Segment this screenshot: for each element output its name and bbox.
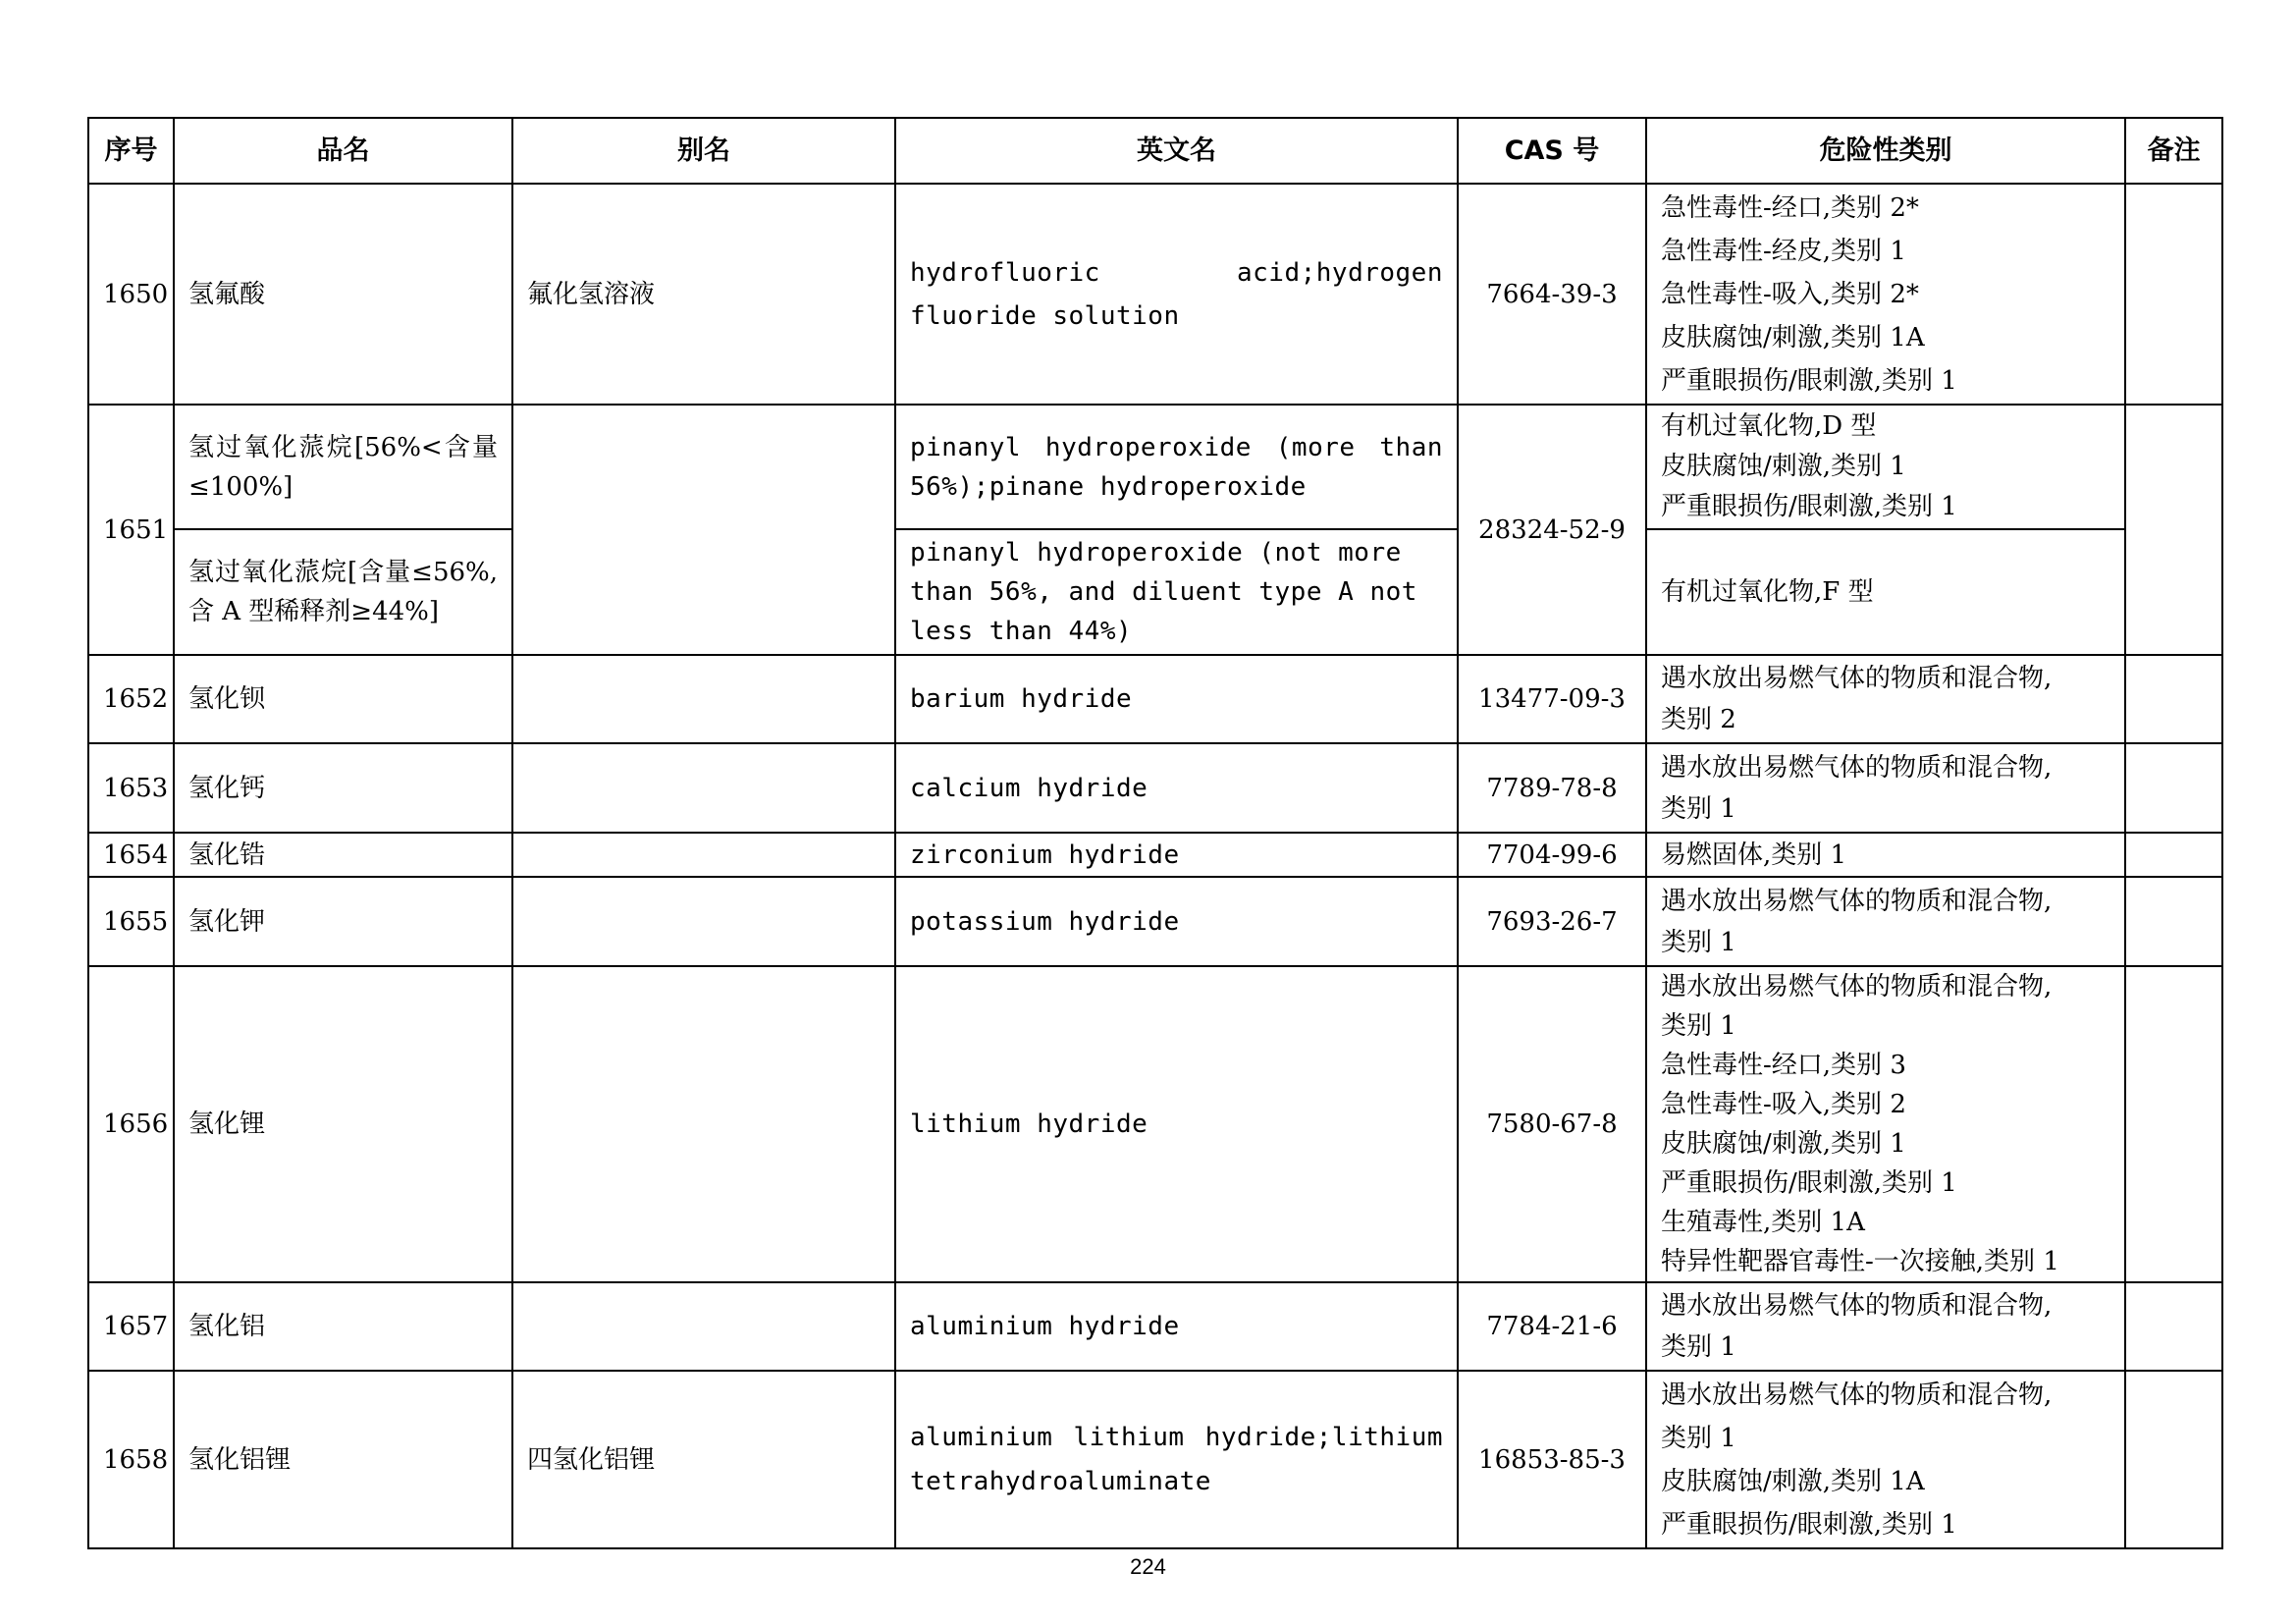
row-cas: 7664-39-3 bbox=[1458, 184, 1646, 405]
row-cas: 7789-78-8 bbox=[1458, 743, 1646, 833]
row-remark bbox=[2125, 405, 2222, 655]
row-hazards bbox=[1646, 966, 2125, 1282]
table-row bbox=[88, 966, 2222, 1282]
header-row bbox=[88, 118, 2222, 184]
hazard-item: 皮肤腐蚀/刺激,类别 1A bbox=[1661, 322, 1925, 352]
hazard-item: 生殖毒性,类别 1A bbox=[1661, 1208, 1865, 1237]
row-remark bbox=[2125, 1371, 2222, 1548]
row-no: 1657 bbox=[88, 1282, 174, 1371]
header-english-name: 英文名 bbox=[895, 118, 1458, 184]
row-no: 1655 bbox=[88, 877, 174, 966]
row-name: 氢过氧化蒎烷[56%<含量≤100%] bbox=[174, 405, 512, 529]
row-no: 1653 bbox=[88, 743, 174, 833]
row-alias bbox=[512, 833, 895, 877]
row-hazards bbox=[1646, 743, 2125, 833]
hazard-item: 遇水放出易燃气体的物质和混合物, bbox=[1661, 664, 2053, 693]
hazard-item: 急性毒性-经皮,类别 1 bbox=[1661, 236, 1906, 266]
row-cas: 7693-26-7 bbox=[1458, 877, 1646, 966]
hazard-item: 有机过氧化物,D 型 bbox=[1661, 411, 1877, 441]
row-english-name: zirconium hydride bbox=[895, 833, 1458, 877]
row-alias bbox=[512, 1282, 895, 1371]
row-no: 1650 bbox=[88, 184, 174, 405]
hazard-item: 类别 1 bbox=[1661, 927, 1736, 957]
row-english-name: lithium hydride bbox=[895, 966, 1458, 1282]
hazard-item: 严重眼损伤/眼刺激,类别 1 bbox=[1661, 1168, 1957, 1198]
row-cas: 16853-85-3 bbox=[1458, 1371, 1646, 1548]
row-name: 氢氟酸 bbox=[174, 184, 512, 405]
table-row bbox=[88, 833, 2222, 877]
hazard-item: 急性毒性-经口,类别 2* bbox=[1661, 192, 1919, 223]
hazard-item: 类别 1 bbox=[1661, 1423, 1736, 1453]
row-cas: 7784-21-6 bbox=[1458, 1282, 1646, 1371]
hazard-item: 遇水放出易燃气体的物质和混合物, bbox=[1661, 972, 2053, 1001]
row-cas: 28324-52-9 bbox=[1458, 405, 1646, 655]
row-hazards bbox=[1646, 1371, 2125, 1548]
hazard-item: 急性毒性-吸入,类别 2* bbox=[1661, 279, 1919, 309]
table-row bbox=[88, 743, 2222, 833]
row-remark bbox=[2125, 1282, 2222, 1371]
row-alias: 四氢化铝锂 bbox=[512, 1371, 895, 1548]
chemical-table bbox=[87, 117, 2223, 1549]
hazard-item: 类别 1 bbox=[1661, 1011, 1736, 1041]
row-remark bbox=[2125, 966, 2222, 1282]
row-hazards bbox=[1646, 184, 2125, 405]
header-name: 品名 bbox=[174, 118, 512, 184]
header-no: 序号 bbox=[88, 118, 174, 184]
row-name: 氢化钙 bbox=[174, 743, 512, 833]
row-english-name: barium hydride bbox=[895, 655, 1458, 743]
row-hazards bbox=[1646, 833, 2125, 877]
hazard-item: 严重眼损伤/眼刺激,类别 1 bbox=[1661, 1509, 1957, 1540]
row-english-name: aluminium hydride bbox=[895, 1282, 1458, 1371]
hazard-item: 遇水放出易燃气体的物质和混合物, bbox=[1661, 886, 2053, 916]
row-no: 1656 bbox=[88, 966, 174, 1282]
table-row bbox=[88, 655, 2222, 743]
page-number: 224 bbox=[1130, 1554, 1166, 1579]
row-remark bbox=[2125, 743, 2222, 833]
row-hazards bbox=[1646, 877, 2125, 966]
row-alias bbox=[512, 655, 895, 743]
hazard-item: 遇水放出易燃气体的物质和混合物, bbox=[1661, 1291, 2053, 1321]
row-hazards bbox=[1646, 655, 2125, 743]
row-name: 氢过氧化蒎烷[含量≤56%,含 A 型稀释剂≥44%] bbox=[174, 529, 512, 655]
row-alias bbox=[512, 405, 895, 655]
hazard-item: 类别 2 bbox=[1661, 705, 1736, 734]
hazard-item: 严重眼损伤/眼刺激,类别 1 bbox=[1661, 492, 1957, 521]
row-alias bbox=[512, 877, 895, 966]
table-row bbox=[88, 1371, 2222, 1548]
hazard-item: 遇水放出易燃气体的物质和混合物, bbox=[1661, 1380, 2053, 1410]
row-no: 1654 bbox=[88, 833, 174, 877]
header-alias: 别名 bbox=[512, 118, 895, 184]
header-remark: 备注 bbox=[2125, 118, 2222, 184]
table-row bbox=[88, 529, 2222, 655]
hazard-item: 急性毒性-吸入,类别 2 bbox=[1661, 1090, 1906, 1119]
row-hazards bbox=[1646, 529, 2125, 655]
table-row bbox=[88, 184, 2222, 405]
header-hazard-class: 危险性类别 bbox=[1646, 118, 2125, 184]
table-row bbox=[88, 405, 2222, 529]
row-alias bbox=[512, 743, 895, 833]
row-name: 氢化锆 bbox=[174, 833, 512, 877]
table-row bbox=[88, 1282, 2222, 1371]
header-cas: CAS 号 bbox=[1458, 118, 1646, 184]
row-hazards bbox=[1646, 1282, 2125, 1371]
row-english-name: hydrofluoric acid;hydrogen fluoride solution bbox=[895, 184, 1458, 405]
row-alias bbox=[512, 966, 895, 1282]
hazard-item: 皮肤腐蚀/刺激,类别 1A bbox=[1661, 1466, 1925, 1496]
row-name: 氢化铝锂 bbox=[174, 1371, 512, 1548]
row-remark bbox=[2125, 655, 2222, 743]
table-row bbox=[88, 877, 2222, 966]
row-cas: 7580-67-8 bbox=[1458, 966, 1646, 1282]
row-name: 氢化钡 bbox=[174, 655, 512, 743]
hazard-item: 皮肤腐蚀/刺激,类别 1 bbox=[1661, 452, 1906, 481]
hazard-item: 易燃固体,类别 1 bbox=[1661, 839, 1847, 870]
hazard-item: 有机过氧化物,F 型 bbox=[1661, 577, 1874, 607]
hazard-item: 特异性靶器官毒性-一次接触,类别 1 bbox=[1661, 1247, 2059, 1276]
row-name: 氢化锂 bbox=[174, 966, 512, 1282]
row-cas: 13477-09-3 bbox=[1458, 655, 1646, 743]
hazard-item: 类别 1 bbox=[1661, 793, 1736, 824]
row-name: 氢化钾 bbox=[174, 877, 512, 966]
row-remark bbox=[2125, 184, 2222, 405]
hazard-item: 急性毒性-经口,类别 3 bbox=[1661, 1051, 1906, 1080]
row-no: 1651 bbox=[88, 405, 174, 655]
row-english-name: pinanyl hydroperoxide (more than 56%);pinane hydroperoxide bbox=[895, 405, 1458, 529]
row-english-name: pinanyl hydroperoxide (not more than 56%, and diluent type A not less than 44%) bbox=[895, 529, 1458, 655]
row-name: 氢化铝 bbox=[174, 1282, 512, 1371]
row-alias: 氟化氢溶液 bbox=[512, 184, 895, 405]
hazard-item: 遇水放出易燃气体的物质和混合物, bbox=[1661, 752, 2053, 783]
row-english-name: calcium hydride bbox=[895, 743, 1458, 833]
row-cas: 7704-99-6 bbox=[1458, 833, 1646, 877]
row-remark bbox=[2125, 833, 2222, 877]
row-remark bbox=[2125, 877, 2222, 966]
hazard-item: 类别 1 bbox=[1661, 1332, 1736, 1362]
row-hazards bbox=[1646, 405, 2125, 529]
row-english-name: potassium hydride bbox=[895, 877, 1458, 966]
row-no: 1652 bbox=[88, 655, 174, 743]
hazard-item: 皮肤腐蚀/刺激,类别 1 bbox=[1661, 1129, 1906, 1159]
row-english-name: aluminium lithium hydride;lithium tetrahydroaluminate bbox=[895, 1371, 1458, 1548]
hazard-item: 严重眼损伤/眼刺激,类别 1 bbox=[1661, 365, 1957, 396]
row-no: 1658 bbox=[88, 1371, 174, 1548]
